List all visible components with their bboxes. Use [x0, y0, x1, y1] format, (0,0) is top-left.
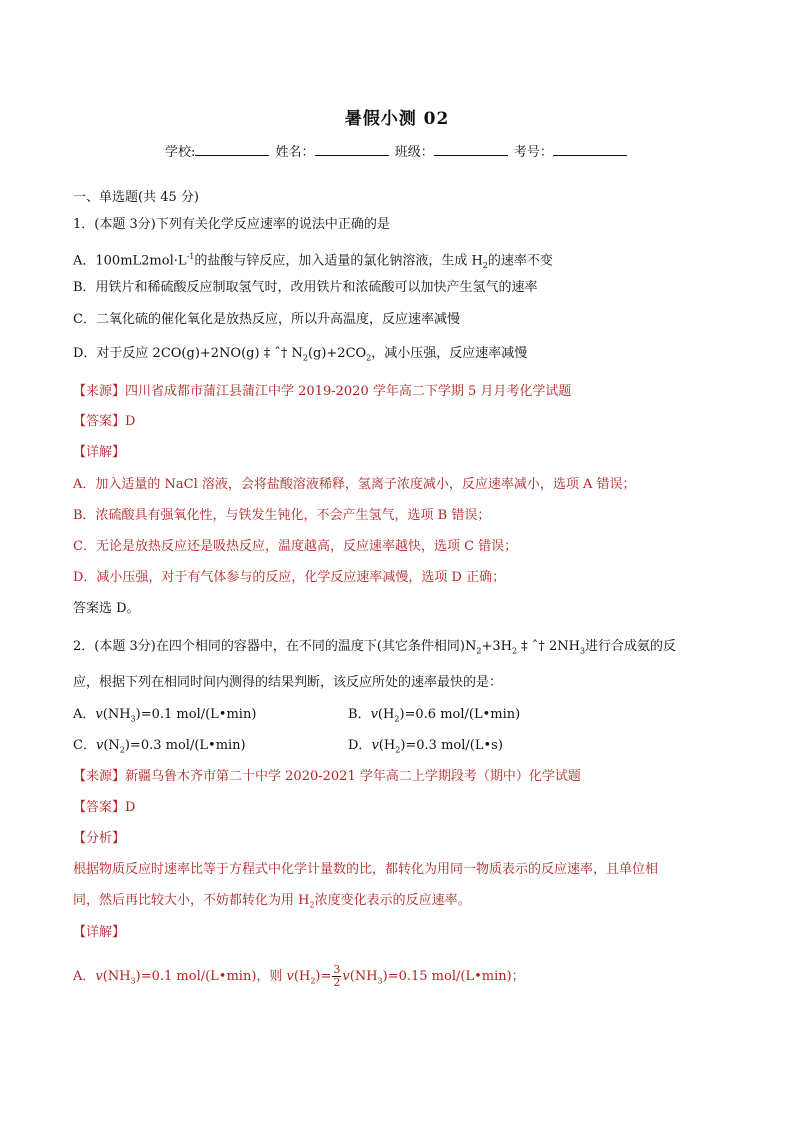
section-heading: 一、单选题(共 45 分) [73, 190, 199, 205]
student-info-fields [165, 141, 629, 160]
q1-stem: 1．(本题 3分)下列有关化学反应速率的说法中正确的是 [73, 217, 390, 232]
q2-analysis-heading: 【分析】 [73, 831, 126, 846]
q1-source: 【来源】四川省成都市蒲江县蒲江中学 2019-2020 学年高二下学期 5 月月考化学试题 [73, 384, 572, 399]
q2-analysis-line2: 同，然后再比较大小，不妨都转化为用 $H_2$浓度变化表示的反应速率。 [73, 893, 471, 910]
class-label: 班级： [394, 145, 434, 160]
q2-detail-heading: 【详解】 [73, 925, 126, 940]
q1-conclusion: 答案选 D。 [73, 601, 140, 616]
page-title: 暑假小测 02 [344, 109, 450, 129]
q1-answer: 【答案】D [73, 414, 136, 429]
q1-option-c: C．二氧化硫的催化氧化是放热反应，所以升高温度，反应速率减慢 [73, 312, 460, 327]
q1-option-b: B．用铁片和稀硫酸反应制取氢气时，改用铁片和浓硫酸可以加快产生氢气的速率 [73, 280, 538, 295]
q2-detail-a: A．$v(NH_3)=0.1$ mol/(L•min)，则 $v(H_2)=$ $\frac{3}{2}$ $v(NH_3)=0.15$ mol/(L•min)； [73, 963, 525, 989]
q2-option-c: C．$v(N_2)=0.3$ mol/(L•min) [73, 738, 246, 755]
q1-option-a: A．$100mL2mol\cdot L^{-1}$的盐酸与锌反应，加入适量的氯化钠溶液，生成 $H_2$的速率不变 [73, 252, 553, 270]
q2-source: 【来源】新疆乌鲁木齐市第二十中学 2020-2021 学年高二上学期段考（期中）化学试题 [73, 769, 581, 784]
school-label: 学校: [165, 145, 196, 160]
q1-option-d: D．对于反应 2CO(g)+2NO(g) ‡ ˆ† $N_2(g)+2CO_2$，减小压强，反应速率减慢 [73, 346, 528, 363]
number-blank[interactable] [553, 143, 627, 156]
q2-option-d: D．$v(H_2)=0.3$ mol/(L•s) [348, 738, 503, 755]
name-blank[interactable] [315, 143, 389, 156]
q2-answer: 【答案】D [73, 800, 136, 815]
q1-detail-heading: 【详解】 [73, 445, 126, 460]
fraction-three-halves: $\frac{3}{2}$ [333, 963, 341, 989]
q2-analysis-line1: 根据物质反应时速率比等于方程式中化学计量数的比，都转化为用同一物质表示的反应速率，且单位相 [73, 862, 659, 877]
class-blank[interactable] [434, 143, 508, 156]
school-blank[interactable] [195, 143, 269, 156]
q1-detail-b: B．浓硫酸具有强氧化性，与铁发生钝化，不会产生氢气，选项 B 错误； [73, 508, 491, 523]
q1-detail-c: C．无论是放热反应还是吸热反应，温度越高，反应速率越快，选项 C 错误； [73, 539, 518, 554]
q2-option-b: B．$v(H_2)=0.6$ mol/(L•min) [348, 707, 521, 724]
q1-detail-d: D．减小压强，对于有气体参与的反应，化学反应速率减慢，选项 D 正确； [73, 570, 506, 585]
q1-detail-a: A．加入适量的 NaCl 溶液，会将盐酸溶液稀释，氢离子浓度减小，反应速率减小，选项 A 错误； [73, 477, 636, 492]
name-label: 姓名： [275, 145, 315, 160]
q2-stem: 2．(本题 3分)在四个相同的容器中，在不同的温度下(其它条件相同)$N_2+3H_2$ ‡ ˆ† $2NH_3$进行合成氨的反 [73, 639, 677, 656]
q2-stem-line2: 应，根据下列在相同时间内测得的结果判断，该反应所处的速率最快的是： [73, 675, 503, 690]
number-label: 考号： [513, 145, 553, 160]
q2-option-a: A．$v(NH_3)=0.1$ mol/(L•min) [73, 707, 257, 724]
